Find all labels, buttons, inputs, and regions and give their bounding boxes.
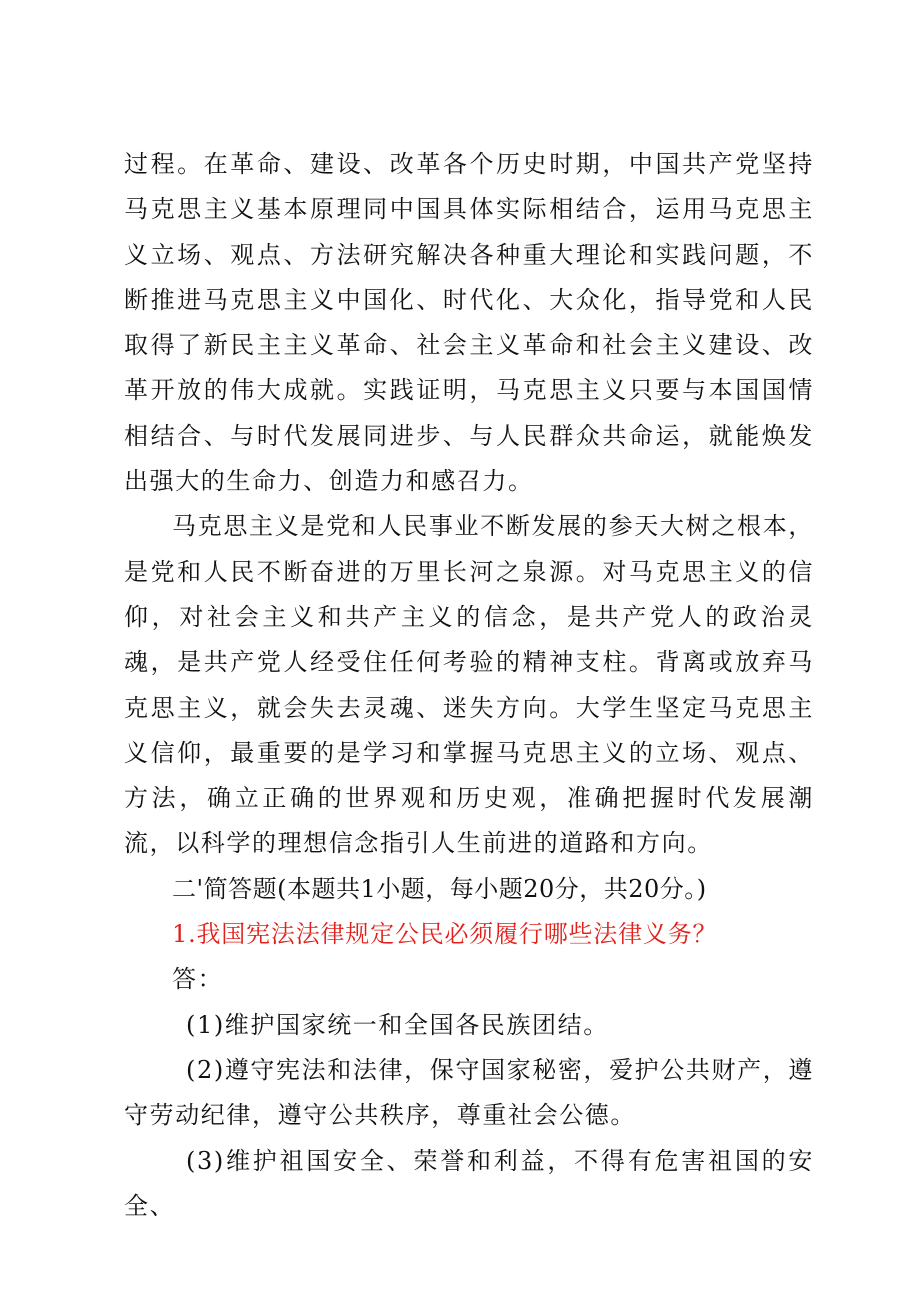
answer-item-1: (1)维护国家统一和全国各民族团结。 bbox=[186, 1010, 609, 1039]
body-paragraph-2: 马克思主义是党和人民事业不断发展的参天大树之根本，是党和人民不断奋进的万里长河之泉源。对马克思主义的信仰，对社会主义和共产主义的信念，是共产党人的政治灵魂，是共产党人经受住任何考验的精神支柱。背离或放弃马克思主义，就会失去灵魂、迷失方向。大学生坚定马克思主义信仰，最重要的是学习和掌握马克思主义的立场、观点、方法，确立正确的世界观和历史观，准确把握时代发展潮流，以科学的理想信念指引人生前进的道路和方向。 bbox=[124, 512, 814, 858]
question-text: 1.我国宪法法律规定公民必须履行哪些法律义务？ bbox=[172, 920, 718, 949]
answer-item-3: (3)维护祖国安全、荣誉和利益，不得有危害祖国的安全、 bbox=[124, 1146, 814, 1220]
body-paragraph-1: 过程。在革命、建设、改革各个历史时期，中国共产党坚持马克思主义基本原理同中国具体实际相结合，运用马克思主义立场、观点、方法研究解决各种重大理论和实践问题，不断推进马克思主义中国化、时代化、大众化，指导党和人民取得了新民主主义革命、社会主义革命和社会主义建设、改革开放的伟大成就。实践证明，马克思主义只要与本国国情相结合、与时代发展同进步、与人民群众共命运，就能焕发出强大的生命力、创造力和感召力。 bbox=[124, 150, 814, 496]
answer-label: 答： bbox=[172, 965, 224, 994]
document-body bbox=[124, 142, 814, 1229]
section-heading: 二'简答题(本题共1小题，每小题20分，共20分。) bbox=[172, 874, 707, 903]
answer-item-2: (2)遵守宪法和法律，保守国家秘密，爱护公共财产，遵守劳动纪律，遵守公共秩序，尊重社会公德。 bbox=[124, 1055, 814, 1130]
